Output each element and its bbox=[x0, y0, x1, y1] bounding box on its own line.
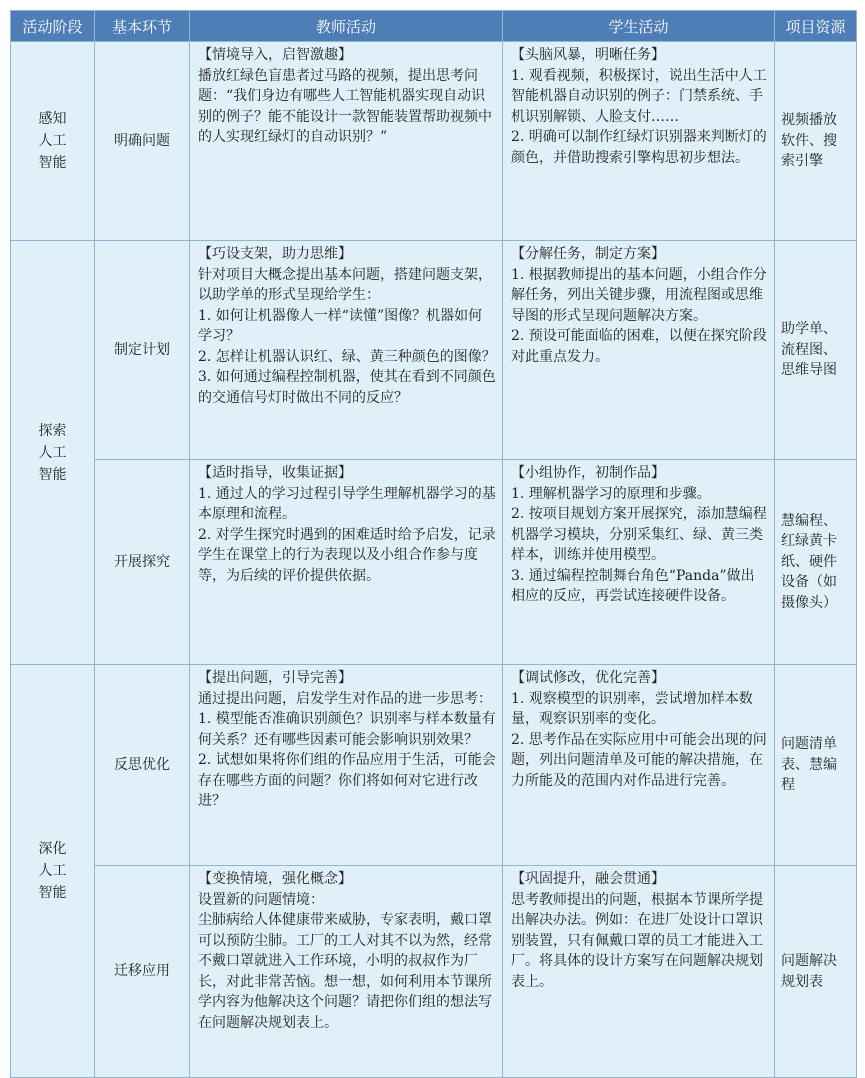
student-activity-cell bbox=[503, 460, 775, 665]
teacher-activity-text: 针对项目大概念提出基本问题，搭建问题支架，以助学单的形式呈现给学生： bbox=[198, 266, 492, 303]
table-row bbox=[11, 665, 857, 866]
step-cell: 反思优化 bbox=[95, 665, 190, 866]
teacher-activity-cell bbox=[190, 42, 503, 241]
teacher-activity-title: 【情境导入，启智激趣】 bbox=[198, 47, 352, 63]
student-activity-text: 1. 观察模型的识别率，尝试增加样本数量，观察识别率的变化。 bbox=[511, 690, 753, 727]
teacher-activity-cell bbox=[190, 866, 503, 1078]
student-activity-text: 3. 通过编程控制舞台角色“Panda”做出相应的反应，再尝试连接硬件设备。 bbox=[511, 567, 755, 604]
teacher-activity-text: 2. 对学生探究时遇到的困难适时给予启发，记录学生在课堂上的行为表现以及小组合作参与度等，为后续的评价提供依据。 bbox=[198, 526, 496, 584]
header-stage: 活动阶段 bbox=[11, 11, 95, 42]
student-activity-title: 【小组协作，初制作品】 bbox=[511, 465, 665, 481]
stage-text: 人工 bbox=[38, 444, 67, 461]
teacher-activity-cell bbox=[190, 241, 503, 460]
stage-text: 智能 bbox=[38, 885, 67, 901]
step-cell: 明确问题 bbox=[95, 42, 190, 241]
table-row bbox=[11, 866, 857, 1078]
student-activity-title: 【头脑风暴，明晰任务】 bbox=[511, 47, 665, 63]
student-activity-text: 2. 预设可能面临的困难，以便在探究阶段对此重点发力。 bbox=[511, 328, 767, 365]
teacher-activity-text: 2. 试想如果将你们组的作品应用于生活，可能会存在哪些方面的问题？你们将如何对它进行改进？ bbox=[198, 752, 496, 809]
student-activity-cell bbox=[503, 241, 775, 460]
stage-text: 智能 bbox=[38, 466, 67, 483]
resource-cell: 问题清单表、慧编程 bbox=[775, 665, 857, 866]
teacher-activity-title: 【巧设支架，助力思维】 bbox=[198, 246, 352, 262]
teacher-activity-text: 设置新的问题情境： bbox=[198, 891, 324, 908]
teacher-activity-title: 【适时指导，收集证据】 bbox=[198, 465, 352, 481]
student-activity-text: 1. 根据教师提出的基本问题，小组合作分解任务，列出关键步骤，用流程图或思维导图的形式呈现问题解决方案。 bbox=[511, 266, 767, 324]
student-activity-cell bbox=[503, 866, 775, 1078]
lesson-plan-table bbox=[10, 10, 857, 1078]
step-cell: 开展探究 bbox=[95, 460, 190, 665]
student-activity-title: 【调试修改，优化完善】 bbox=[511, 670, 665, 686]
teacher-activity-text: 通过提出问题，启发学生对作品的进一步思考： bbox=[198, 690, 492, 707]
stage-cell bbox=[11, 241, 95, 665]
student-activity-text: 1. 理解机器学习的原理和步骤。 bbox=[511, 485, 711, 502]
header-student: 学生活动 bbox=[503, 11, 775, 42]
student-activity-text: 思考教师提出的问题，根据本节课所学提出解决办法。例如：在进厂处设计口罩识别装置，只有佩戴口罩的员工才能进入工厂。将具体的设计方案写在问题解决规划表上。 bbox=[511, 891, 763, 990]
header-teacher: 教师活动 bbox=[190, 11, 503, 42]
stage-text: 人工 bbox=[38, 133, 67, 149]
teacher-activity-text: 1. 模型能否准确识别颜色？识别率与样本数量有何关系？还有哪些因素可能会影响识别效果？ bbox=[198, 711, 496, 748]
stage-text: 感知 bbox=[38, 111, 67, 127]
teacher-activity-text: 尘肺病给人体健康带来威胁，专家表明，戴口罩可以预防尘肺。工厂的工人对其不以为然，经常不戴口罩就进入工作环境，小明的叔叔作为厂长，对此非常苦恼。想一想，如何利用本节课所学内容为他解决这个问题？请把你们组的想法写在问题解决规划表上。 bbox=[198, 912, 492, 1031]
resource-cell: 助学单、流程图、思维导图 bbox=[775, 241, 857, 460]
stage-text: 智能 bbox=[38, 155, 67, 171]
teacher-activity-title: 【变换情境，强化概念】 bbox=[198, 871, 352, 887]
teacher-activity-cell bbox=[190, 460, 503, 665]
teacher-activity-text: 1. 如何让机器像人一样“读懂”图像？机器如何学习？ bbox=[198, 307, 483, 344]
teacher-activity-title: 【提出问题，引导完善】 bbox=[198, 670, 352, 686]
teacher-activity-text: 播放红绿色盲患者过马路的视频，提出思考问题：“我们身边有哪些人工智能机器实现自动识别的例子？能不能设计一款智能装置帮助视频中的人实现红绿灯的自动识别？” bbox=[198, 67, 492, 145]
resource-cell: 慧编程、红绿黄卡纸、硬件设备（如摄像头） bbox=[775, 460, 857, 665]
header-row bbox=[11, 11, 857, 42]
step-cell: 迁移应用 bbox=[95, 866, 190, 1078]
student-activity-text: 1. 观看视频，积极探讨，说出生活中人工智能机器自动识别的例子：门禁系统、手机识别解锁、人脸支付…… bbox=[511, 67, 767, 125]
teacher-activity-text: 1. 通过人的学习过程引导学生理解机器学习的基本原理和流程。 bbox=[198, 485, 496, 522]
header-step: 基本环节 bbox=[95, 11, 190, 42]
resource-cell: 问题解决规划表 bbox=[775, 866, 857, 1078]
student-activity-title: 【分解任务，制定方案】 bbox=[511, 246, 665, 262]
student-activity-cell bbox=[503, 665, 775, 866]
stage-text: 探索 bbox=[38, 422, 67, 439]
student-activity-text: 2. 按项目规划方案开展探究，添加慧编程机器学习模块，分别采集红、绿、黄三类样本，训练并使用模型。 bbox=[511, 506, 767, 563]
header-resource: 项目资源 bbox=[775, 11, 857, 42]
table-row bbox=[11, 460, 857, 665]
stage-text: 人工 bbox=[38, 863, 67, 879]
student-activity-cell bbox=[503, 42, 775, 241]
step-cell: 制定计划 bbox=[95, 241, 190, 460]
stage-text: 深化 bbox=[38, 841, 67, 857]
teacher-activity-text: 3. 如何通过编程控制机器，使其在看到不同颜色的交通信号灯时做出不同的反应？ bbox=[198, 369, 496, 406]
student-activity-title: 【巩固提升，融会贯通】 bbox=[511, 871, 665, 887]
stage-cell bbox=[11, 665, 95, 1078]
student-activity-text: 2. 明确可以制作红绿灯识别器来判断灯的颜色，并借助搜索引擎构思初步想法。 bbox=[511, 129, 767, 166]
table-row bbox=[11, 42, 857, 241]
resource-cell: 视频播放软件、搜索引擎 bbox=[775, 42, 857, 241]
table-row bbox=[11, 241, 857, 460]
teacher-activity-text: 2. 怎样让机器认识红、绿、黄三种颜色的图像？ bbox=[198, 348, 496, 365]
teacher-activity-cell bbox=[190, 665, 503, 866]
stage-cell bbox=[11, 42, 95, 241]
student-activity-text: 2. 思考作品在实际应用中可能会出现的问题，列出问题清单及可能的解决措施，在力所能及的范围内对作品进行完善。 bbox=[511, 731, 767, 789]
